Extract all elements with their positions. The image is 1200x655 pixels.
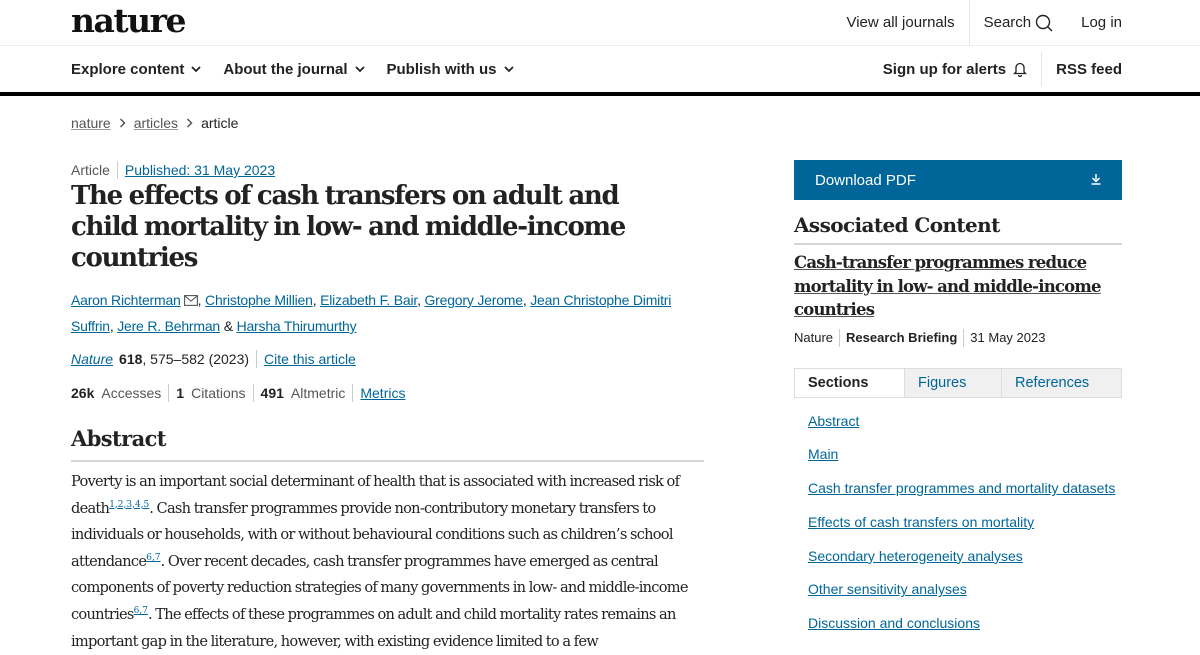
section-link-main[interactable]: Main bbox=[808, 446, 839, 463]
section-link-datasets[interactable]: Cash transfer programmes and mortality datasets bbox=[808, 480, 1116, 497]
log-in-link[interactable]: Log in bbox=[1081, 14, 1122, 31]
top-header bbox=[0, 0, 1200, 46]
metrics-link[interactable]: Metrics bbox=[360, 385, 406, 401]
sign-up-alerts-button[interactable] bbox=[869, 52, 1041, 86]
divider bbox=[117, 161, 118, 179]
article-column bbox=[71, 96, 706, 655]
divider bbox=[256, 350, 257, 368]
abstract-heading: Abstract bbox=[71, 426, 704, 462]
pages-year: , 575–582 (2023) bbox=[142, 351, 250, 367]
chevron-right-icon bbox=[119, 118, 126, 128]
author-link[interactable]: Christophe Millien bbox=[205, 292, 313, 308]
section-link-heterogeneity[interactable]: Secondary heterogeneity analyses bbox=[808, 547, 1023, 564]
section-link-abstract[interactable]: Abstract bbox=[808, 412, 860, 429]
section-link-discussion[interactable]: Discussion and conclusions bbox=[808, 615, 980, 632]
article-type: Article bbox=[71, 162, 110, 178]
download-pdf-label: Download PDF bbox=[815, 171, 916, 189]
associated-article-link[interactable]: Cash-transfer programmes reduce mortality in low- and middle-income countries bbox=[794, 253, 1101, 319]
about-journal-menu[interactable] bbox=[223, 61, 364, 78]
publish-with-us-label: Publish with us bbox=[386, 60, 497, 78]
explore-content-label: Explore content bbox=[71, 60, 185, 78]
sidebar bbox=[794, 160, 1122, 632]
citation-line bbox=[71, 348, 706, 370]
top-links bbox=[832, 0, 1122, 45]
altmetric-value: 491 bbox=[260, 385, 284, 401]
breadcrumb-nature[interactable]: nature bbox=[71, 115, 111, 131]
metrics-bar bbox=[71, 382, 706, 404]
accesses-value: 26k bbox=[71, 385, 95, 401]
associated-type: Research Briefing bbox=[846, 329, 958, 345]
tab-references[interactable]: References bbox=[1001, 369, 1121, 397]
reference-link[interactable]: 6,7 bbox=[133, 606, 148, 617]
author-link[interactable]: Jean Christophe Dimitri Suffrin bbox=[71, 292, 672, 334]
author-link[interactable]: Aaron Richterman bbox=[71, 292, 181, 308]
abstract-text-segment: . The effects of these programmes on adult and child mortality rates remains an important gap in the literature, however, with existing evidence limited to a few bbox=[71, 605, 676, 650]
search-button[interactable] bbox=[969, 0, 1068, 45]
abstract-text-segment: . Over recent decades, cash transfer programmes have emerged as central components of poverty reduction strategies of many governments in low- and middle-income countries bbox=[71, 552, 688, 623]
search-icon bbox=[1035, 14, 1053, 32]
view-all-journals-link[interactable]: View all journals bbox=[846, 14, 955, 31]
cite-article-link[interactable]: Cite this article bbox=[264, 351, 356, 367]
reference-link[interactable]: 1,2,3,4,5 bbox=[109, 499, 150, 510]
author-separator: , bbox=[109, 318, 118, 334]
breadcrumb-current: article bbox=[201, 115, 239, 131]
bell-icon bbox=[1013, 61, 1027, 77]
main-nav bbox=[0, 46, 1200, 96]
associated-content-heading: Associated Content bbox=[794, 212, 1122, 245]
published-date-link[interactable]: Published: 31 May 2023 bbox=[124, 162, 276, 178]
volume: 618 bbox=[119, 351, 143, 367]
about-journal-label: About the journal bbox=[223, 60, 348, 78]
rss-feed-link[interactable]: RSS feed bbox=[1041, 52, 1122, 86]
author-link[interactable]: Harsha Thirumurthy bbox=[236, 318, 357, 334]
chevron-down-icon bbox=[504, 66, 514, 73]
author-separator: , bbox=[417, 292, 425, 308]
abstract-text-segment: . Cash transfer programmes provide non-contributory monetary transfers to individuals or households, with or without behavioural conditions such as children’s school attendance bbox=[71, 499, 673, 570]
citations-label: Citations bbox=[191, 385, 246, 401]
reference-link[interactable]: 6,7 bbox=[146, 552, 161, 563]
divider bbox=[253, 384, 254, 402]
email-icon[interactable] bbox=[184, 295, 198, 306]
publish-with-us-menu[interactable] bbox=[387, 61, 514, 78]
altmetric-label: Altmetric bbox=[290, 385, 346, 401]
author-list bbox=[71, 287, 691, 339]
chevron-down-icon bbox=[355, 66, 365, 73]
search-label: Search bbox=[983, 14, 1032, 31]
journal-link[interactable]: Nature bbox=[71, 351, 114, 367]
section-link-effects[interactable]: Effects of cash transfers on mortality bbox=[808, 513, 1035, 530]
tab-sections[interactable]: Sections bbox=[795, 369, 904, 397]
associated-journal: Nature bbox=[794, 329, 834, 345]
chevron-down-icon bbox=[191, 66, 201, 73]
breadcrumb bbox=[71, 113, 706, 133]
download-pdf-button[interactable] bbox=[794, 160, 1122, 200]
sidebar-tabs bbox=[794, 368, 1122, 398]
abstract-text bbox=[71, 469, 706, 655]
associated-date: 31 May 2023 bbox=[970, 329, 1046, 345]
article-meta bbox=[71, 160, 706, 180]
abstract-text-segment: Poverty is an important social determinant of health that is associated with increased risk of death bbox=[71, 473, 680, 517]
article-title: The effects of cash transfers on adult and child mortality in low- and middle-income countries bbox=[71, 181, 625, 273]
breadcrumb-articles[interactable]: articles bbox=[133, 115, 179, 131]
tab-figures[interactable]: Figures bbox=[904, 369, 1001, 397]
author-link[interactable]: Elizabeth F. Bair bbox=[320, 292, 418, 308]
chevron-right-icon bbox=[186, 118, 193, 128]
associated-article-meta bbox=[794, 327, 1122, 349]
download-icon bbox=[1091, 173, 1101, 185]
explore-content-menu[interactable] bbox=[71, 61, 201, 78]
author-link[interactable]: Jere R. Behrman bbox=[117, 318, 221, 334]
accesses-label: Accesses bbox=[101, 385, 162, 401]
author-separator: , bbox=[312, 292, 321, 308]
author-separator: , bbox=[522, 292, 531, 308]
sign-up-alerts-label: Sign up for alerts bbox=[882, 60, 1007, 78]
author-separator: , bbox=[197, 292, 206, 308]
citations-value: 1 bbox=[176, 385, 185, 401]
section-link-sensitivity[interactable]: Other sensitivity analyses bbox=[808, 581, 967, 598]
author-link[interactable]: Gregory Jerome bbox=[424, 292, 523, 308]
nature-logo[interactable]: nature bbox=[71, 1, 185, 40]
divider bbox=[352, 384, 353, 402]
author-separator: & bbox=[220, 318, 237, 334]
sections-list bbox=[794, 412, 1122, 633]
divider bbox=[168, 384, 169, 402]
divider bbox=[839, 329, 840, 347]
divider bbox=[963, 329, 964, 347]
